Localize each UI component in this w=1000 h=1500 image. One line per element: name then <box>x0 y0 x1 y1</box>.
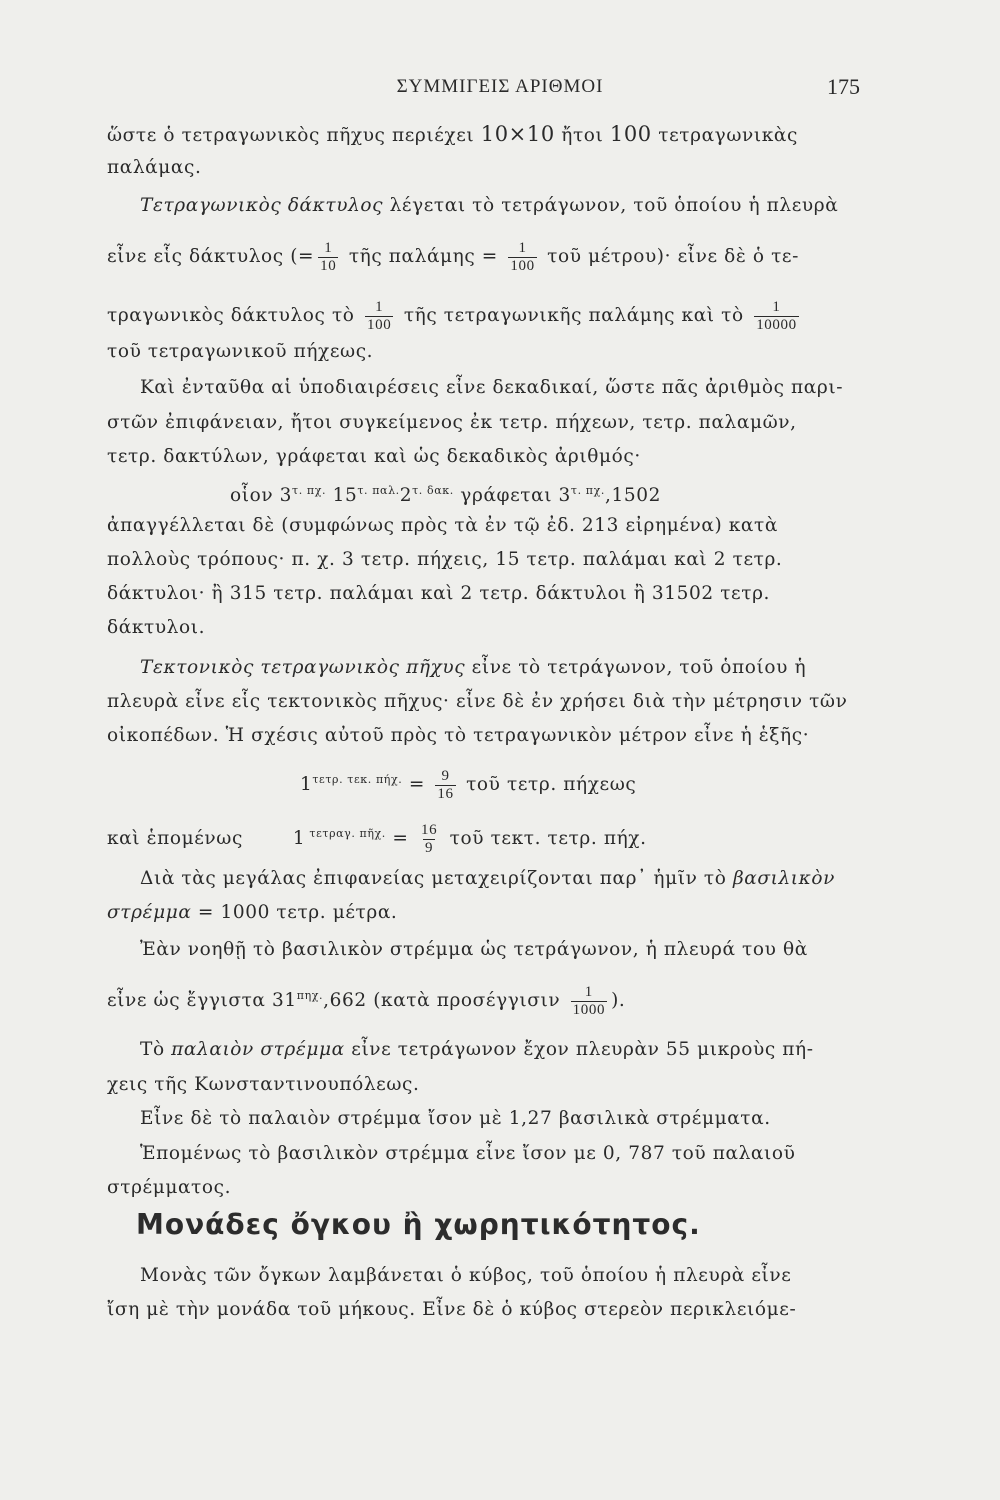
fraction <box>508 241 536 274</box>
unit-superscript: τ. πχ. <box>570 484 605 497</box>
fraction-denominator: 100 <box>510 257 535 274</box>
text-line <box>300 762 857 802</box>
text-run: εἶνε τετράγωνον ἔχον πλευρὰν 55 μικροὺς πή- <box>344 1039 814 1060</box>
math-expression: 10×10 <box>480 122 555 146</box>
text-run: δάκτυλοι. <box>107 617 206 638</box>
text-line <box>107 1170 857 1206</box>
text-line <box>107 895 857 931</box>
defined-term: στρέμμα <box>107 902 192 923</box>
text-run: τραγωνικὸς δάκτυλος τὸ <box>107 305 362 326</box>
text-line <box>140 861 857 897</box>
text-line <box>140 1101 857 1137</box>
fraction-denominator: 1000 <box>572 1001 606 1018</box>
text-line <box>107 508 857 544</box>
text-run: Ἑπομένως τὸ βασιλικὸν στρέμμα εἶνε ἴσον με 0, 787 τοῦ παλαιοῦ <box>140 1143 796 1164</box>
text-run: χεις τῆς Κωνσταντινουπόλεως. <box>107 1074 420 1095</box>
fraction-numerator: 16 <box>420 821 438 838</box>
fraction-numerator: 1 <box>518 239 527 256</box>
text-run: πλευρὰ εἶνε εἷς τεκτονικὸς πῆχυς· εἶνε δὲ ἐν χρήσει διὰ τὴν μέτρησιν τῶν <box>107 691 848 712</box>
text-run: τῆς τετραγωνικῆς παλάμης καὶ τὸ <box>397 305 751 326</box>
text-line <box>107 239 857 275</box>
running-title: ΣΥΜΜΙΓΕΙΣ ΑΡΙΘΜΟΙ <box>396 76 604 97</box>
text-run: γράφεται 3 <box>453 485 571 507</box>
text-run: πολλοὺς τρόπους· π. χ. 3 τετρ. πήχεις, 15 τετρ. παλάμαι καὶ 2 τετρ. <box>107 549 783 570</box>
text-run: 15 <box>326 485 358 507</box>
fraction <box>435 769 455 802</box>
text-run: τοῦ τετρ. πήχεως <box>459 774 637 796</box>
text-line <box>107 684 857 720</box>
text-run: Διὰ τὰς μεγάλας ἐπιφανείας μεταχειρίζονται παρ᾿ ἡμῖν τὸ <box>140 868 733 889</box>
text-run: δάκτυλοι· ἢ 315 τετρ. παλάμαι καὶ 2 τετρ. δάκτυλοι ἢ 31502 τετρ. <box>107 583 771 604</box>
fraction-numerator: 1 <box>375 298 384 315</box>
defined-term: Τετραγωνικὸς δάκτυλος <box>140 195 384 216</box>
number: 1 <box>300 774 313 796</box>
text-run: εἶνε τὸ τετράγωνον, τοῦ ὁποίου ἡ <box>465 657 807 678</box>
fraction <box>419 823 439 856</box>
text-run: Μονὰς τῶν ὄγκων λαμβάνεται ὁ κύβος, τοῦ ὁποίου ἡ πλευρὰ εἶνε <box>140 1265 792 1286</box>
text-run: λέγεται τὸ τετράγωνον, τοῦ ὁποίου ἡ πλευρὰ <box>383 195 839 216</box>
fraction-denominator: 10 <box>320 257 337 274</box>
text-run: εἶνε εἷς δάκτυλος (= <box>107 246 315 267</box>
fraction-denominator: 16 <box>437 785 454 802</box>
text-run: παλάμας. <box>107 157 202 178</box>
text-line <box>107 150 857 186</box>
text-line <box>140 650 857 686</box>
text-line <box>140 1136 857 1172</box>
unit-superscript: τετραγ. πῆχ. <box>305 827 386 840</box>
text-run: Ἐὰν νοηθῇ τὸ βασιλικὸν στρέμμα ὡς τετράγωνον, ἡ πλευρά του θὰ <box>140 939 808 960</box>
text-line <box>140 188 857 224</box>
text-run: οἷον 3 <box>230 485 293 507</box>
text-line <box>107 610 857 646</box>
number: 100 <box>609 122 652 146</box>
text-run: τοῦ τετραγωνικοῦ πήχεως. <box>107 341 374 362</box>
text-run: τοῦ τεκτ. τετρ. πήχ. <box>443 828 647 850</box>
fraction <box>365 300 393 333</box>
text-run: στῶν ἐπιφάνειαν, ἤτοι συγκείμενος ἐκ τετρ. πήχεων, τετρ. παλαμῶν, <box>107 412 797 433</box>
text-run: καὶ ἑπομένως <box>107 828 243 850</box>
fraction <box>318 241 338 274</box>
text-line <box>107 405 857 441</box>
text-line <box>107 576 857 612</box>
text-run: στρέμματος. <box>107 1177 232 1198</box>
text-line <box>230 473 857 509</box>
text-run: τοῦ μέτρου)· εἶνε δὲ ὁ τε- <box>540 246 799 267</box>
text-line <box>107 116 857 152</box>
text-line <box>107 718 857 754</box>
text-run: ἴση μὲ τὴν μονάδα τοῦ μήκους. Εἶνε δὲ ὁ κύβος στερεὸν περικλειόμε- <box>107 1299 797 1320</box>
text-line <box>107 978 857 1018</box>
unit-superscript: τ. δακ. <box>412 484 454 497</box>
text-line <box>140 370 857 406</box>
text-line <box>107 1292 857 1328</box>
text-line <box>107 1067 857 1103</box>
text-run: τετραγωνικὰς <box>651 125 798 146</box>
text-run: = <box>385 828 415 850</box>
text-run: Τὸ <box>140 1039 172 1060</box>
fraction-numerator: 9 <box>441 767 450 784</box>
page-header <box>0 74 1000 104</box>
text-run: τῆς παλάμης = <box>342 246 505 267</box>
text-run: 2 <box>399 485 413 507</box>
text-run: ἀπαγγέλλεται δὲ (συμφώνως πρὸς τὰ ἐν τῷ ἐδ. 213 εἰρημένα) κατὰ <box>107 515 778 536</box>
unit-superscript: τ. πχ. <box>292 484 327 497</box>
fraction-numerator: 1 <box>324 239 333 256</box>
text-run: τετρ. δακτύλων, γράφεται καὶ ὡς δεκαδικὸς ἀριθμός· <box>107 446 641 467</box>
fraction-denominator: 10000 <box>756 316 797 333</box>
unit-superscript: πηχ. <box>296 989 324 1002</box>
defined-term: Τεκτονικὸς τετραγωνικὸς πῆχυς <box>140 657 466 678</box>
text-line <box>107 816 857 856</box>
text-line <box>107 334 857 370</box>
fraction-numerator: 1 <box>772 298 781 315</box>
text-run: = 1000 τετρ. μέτρα. <box>191 902 398 923</box>
fraction-denominator: 100 <box>367 316 392 333</box>
defined-term: παλαιὸν στρέμμα <box>171 1039 345 1060</box>
text-run: Καὶ ἐνταῦθα αἱ ὑποδιαιρέσεις εἶνε δεκαδικαί, ὥστε πᾶς ἀριθμὸς παρι- <box>140 377 844 398</box>
text-run: = <box>402 774 432 796</box>
text-run: ,1502 <box>604 485 661 507</box>
text-line <box>107 439 857 475</box>
text-line <box>140 1258 857 1294</box>
text-line <box>107 542 857 578</box>
text-run: ,662 (κατὰ προσέγγισιν <box>323 990 567 1012</box>
fraction-numerator: 1 <box>584 983 593 1000</box>
unit-superscript: τ. παλ. <box>357 484 400 497</box>
section-heading: Μονάδες ὄγκου ἢ χωρητικότητος. <box>136 1208 701 1241</box>
fraction-denominator: 9 <box>425 839 434 856</box>
fraction <box>754 300 799 333</box>
text-run: ). <box>611 990 626 1012</box>
number: 1 <box>292 828 306 850</box>
text-line <box>140 1032 857 1068</box>
text-run: οἰκοπέδων. Ἡ σχέσις αὐτοῦ πρὸς τὸ τετραγωνικὸν μέτρον εἶνε ἡ ἑξῆς· <box>107 725 810 746</box>
page-number: 175 <box>827 74 860 99</box>
defined-term: βασιλικὸν <box>732 868 835 889</box>
fraction <box>571 985 607 1018</box>
text-line <box>140 932 857 968</box>
text-run: ἤτοι <box>554 125 610 146</box>
text-line <box>107 298 857 334</box>
text-run: Εἶνε δὲ τὸ παλαιὸν στρέμμα ἴσον μὲ 1,27 βασιλικὰ στρέμματα. <box>140 1108 771 1129</box>
unit-superscript: τετρ. τεκ. πήχ. <box>312 773 403 786</box>
text-run: εἶνε ὡς ἔγγιστα 31 <box>107 990 297 1012</box>
text-run: ὥστε ὁ τετραγωνικὸς πῆχυς περιέχει <box>107 125 481 146</box>
